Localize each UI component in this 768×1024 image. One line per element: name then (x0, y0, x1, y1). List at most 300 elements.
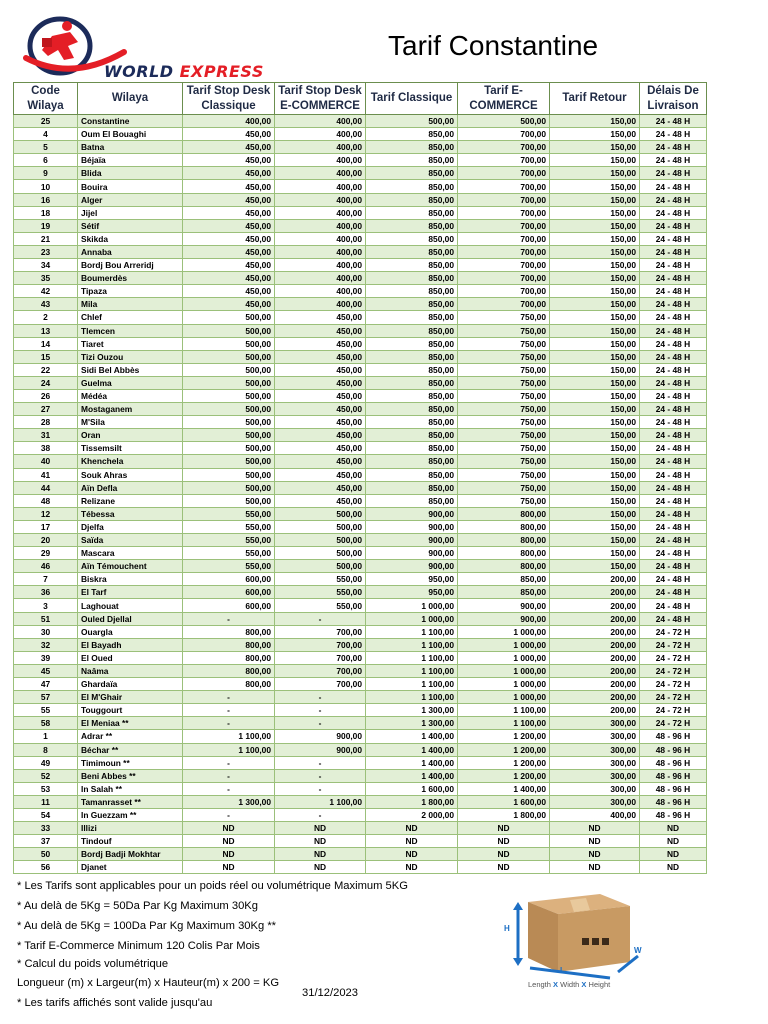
tarif-stop-desk-ecommerce-cell: 400,00 (275, 193, 366, 206)
delais-livraison-cell: 24 - 48 H (640, 337, 707, 350)
table-row (14, 704, 707, 717)
delais-livraison-cell: 48 - 96 H (640, 782, 707, 795)
delais-livraison-cell: 48 - 96 H (640, 808, 707, 821)
tarif-stop-desk-ecommerce-cell: 450,00 (275, 481, 366, 494)
table-row (14, 154, 707, 167)
tarif-retour-cell: 300,00 (550, 743, 640, 756)
delais-livraison-cell: 24 - 48 H (640, 547, 707, 560)
table-row (14, 848, 707, 861)
table-row (14, 638, 707, 651)
delais-livraison-cell: 24 - 48 H (640, 389, 707, 402)
tarif-stop-desk-ecommerce-cell: 450,00 (275, 350, 366, 363)
tarif-ecommerce-cell: 900,00 (458, 599, 550, 612)
tarif-stop-desk-ecommerce-cell: 450,00 (275, 429, 366, 442)
tarif-stop-desk-ecommerce-cell: 450,00 (275, 468, 366, 481)
delais-livraison-cell: 24 - 72 H (640, 691, 707, 704)
tarif-classique-cell: 850,00 (366, 468, 458, 481)
tarif-stop-desk-classique-cell: 600,00 (183, 599, 275, 612)
code-wilaya-cell: 50 (14, 848, 78, 861)
wilaya-name-cell: Illizi (78, 822, 183, 835)
table-row (14, 350, 707, 363)
table-row (14, 272, 707, 285)
wilaya-name-cell: Aïn Defla (78, 481, 183, 494)
tarif-stop-desk-ecommerce-cell: 400,00 (275, 232, 366, 245)
code-wilaya-cell: 27 (14, 403, 78, 416)
tarif-retour-cell: 200,00 (550, 638, 640, 651)
tarif-retour-cell: 300,00 (550, 782, 640, 795)
tarif-stop-desk-classique-cell: 1 100,00 (183, 730, 275, 743)
tarif-retour-cell: 150,00 (550, 311, 640, 324)
code-wilaya-cell: 39 (14, 651, 78, 664)
delais-livraison-cell: 24 - 48 H (640, 573, 707, 586)
table-row (14, 743, 707, 756)
tarif-stop-desk-classique-cell: 500,00 (183, 494, 275, 507)
tarif-stop-desk-classique-cell: 500,00 (183, 324, 275, 337)
tarif-classique-cell: 950,00 (366, 573, 458, 586)
wilaya-name-cell: Djanet (78, 861, 183, 874)
tarif-stop-desk-classique-cell: ND (183, 835, 275, 848)
tarif-retour-cell: 150,00 (550, 416, 640, 429)
wilaya-name-cell: Boumerdès (78, 272, 183, 285)
code-wilaya-cell: 32 (14, 638, 78, 651)
table-row (14, 822, 707, 835)
parcel-box-icon (500, 880, 650, 980)
table-row (14, 534, 707, 547)
tarif-stop-desk-classique-cell: 500,00 (183, 468, 275, 481)
delais-livraison-cell: 24 - 72 H (640, 717, 707, 730)
tarif-stop-desk-classique-cell: 450,00 (183, 206, 275, 219)
tarif-stop-desk-ecommerce-cell: 450,00 (275, 455, 366, 468)
wilaya-name-cell: Sétif (78, 219, 183, 232)
tarif-ecommerce-cell: 900,00 (458, 612, 550, 625)
code-wilaya-cell: 36 (14, 586, 78, 599)
tarif-classique-cell: 850,00 (366, 403, 458, 416)
tarif-ecommerce-cell: 1 000,00 (458, 678, 550, 691)
tarif-stop-desk-ecommerce-cell: 400,00 (275, 128, 366, 141)
tarif-classique-cell: 1 400,00 (366, 743, 458, 756)
code-wilaya-cell: 28 (14, 416, 78, 429)
wilaya-name-cell: In Salah ** (78, 782, 183, 795)
wilaya-name-cell: Skikda (78, 232, 183, 245)
tarif-stop-desk-classique-cell: 450,00 (183, 193, 275, 206)
delais-livraison-cell: 24 - 48 H (640, 350, 707, 363)
tarif-stop-desk-ecommerce-cell: 550,00 (275, 573, 366, 586)
wilaya-name-cell: Blida (78, 167, 183, 180)
code-wilaya-cell: 33 (14, 822, 78, 835)
delais-livraison-cell: 24 - 48 H (640, 612, 707, 625)
footnote: * Tarif E-Commerce Minimum 120 Colis Par Mois (17, 940, 260, 952)
wilaya-name-cell: Tébessa (78, 507, 183, 520)
code-wilaya-cell: 48 (14, 494, 78, 507)
delais-livraison-cell: 24 - 48 H (640, 128, 707, 141)
table-row (14, 651, 707, 664)
table-row (14, 481, 707, 494)
wilaya-name-cell: Mascara (78, 547, 183, 560)
delais-livraison-cell: 24 - 48 H (640, 481, 707, 494)
tarif-retour-cell: 200,00 (550, 651, 640, 664)
tarif-retour-cell: 150,00 (550, 520, 640, 533)
tarif-classique-cell: ND (366, 822, 458, 835)
wilaya-name-cell: Djelfa (78, 520, 183, 533)
tarif-stop-desk-classique-cell: 500,00 (183, 376, 275, 389)
code-wilaya-cell: 3 (14, 599, 78, 612)
tarif-ecommerce-cell: 1 000,00 (458, 651, 550, 664)
tarif-ecommerce-cell: 1 400,00 (458, 782, 550, 795)
delais-livraison-cell: 24 - 48 H (640, 363, 707, 376)
delais-livraison-cell: 24 - 48 H (640, 520, 707, 533)
tarif-retour-cell: ND (550, 822, 640, 835)
tarif-ecommerce-cell: 750,00 (458, 416, 550, 429)
wilaya-name-cell: Ouargla (78, 625, 183, 638)
tarif-ecommerce-cell: 750,00 (458, 403, 550, 416)
tarif-retour-cell: 150,00 (550, 167, 640, 180)
tariff-table (13, 82, 707, 874)
table-row (14, 678, 707, 691)
tarif-ecommerce-cell: 1 000,00 (458, 638, 550, 651)
code-wilaya-cell: 9 (14, 167, 78, 180)
table-row (14, 442, 707, 455)
tarif-classique-cell: ND (366, 861, 458, 874)
brand-name-part2: EXPRESS (179, 62, 264, 81)
wilaya-name-cell: Oum El Bouaghi (78, 128, 183, 141)
tarif-retour-cell: 150,00 (550, 272, 640, 285)
tarif-stop-desk-classique-cell: 500,00 (183, 416, 275, 429)
tarif-retour-cell: 150,00 (550, 232, 640, 245)
wilaya-name-cell: Ouled Djellal (78, 612, 183, 625)
tarif-stop-desk-ecommerce-cell: 500,00 (275, 534, 366, 547)
wilaya-name-cell: Bordj Badji Mokhtar (78, 848, 183, 861)
tarif-stop-desk-classique-cell: 800,00 (183, 664, 275, 677)
code-wilaya-cell: 4 (14, 128, 78, 141)
tarif-retour-cell: 150,00 (550, 206, 640, 219)
tarif-stop-desk-classique-cell: 450,00 (183, 141, 275, 154)
tarif-classique-cell: 1 400,00 (366, 756, 458, 769)
height-label: H (504, 924, 510, 933)
tarif-classique-cell: 900,00 (366, 520, 458, 533)
wilaya-name-cell: Béchar ** (78, 743, 183, 756)
wilaya-name-cell: Chlef (78, 311, 183, 324)
tarif-ecommerce-cell: 1 200,00 (458, 756, 550, 769)
tarif-stop-desk-ecommerce-cell: 700,00 (275, 651, 366, 664)
delais-livraison-cell: 24 - 72 H (640, 664, 707, 677)
wilaya-name-cell: Annaba (78, 245, 183, 258)
wilaya-name-cell: Beni Abbes ** (78, 769, 183, 782)
tarif-retour-cell: 400,00 (550, 808, 640, 821)
tarif-stop-desk-classique-cell: ND (183, 822, 275, 835)
table-row (14, 730, 707, 743)
wilaya-name-cell: Guelma (78, 376, 183, 389)
code-wilaya-cell: 52 (14, 769, 78, 782)
tarif-stop-desk-classique-cell: ND (183, 861, 275, 874)
footnote: Longueur (m) x Largeur(m) x Hauteur(m) x 200 = KG (17, 977, 280, 989)
table-row (14, 507, 707, 520)
tarif-stop-desk-classique-cell: 500,00 (183, 403, 275, 416)
table-row (14, 298, 707, 311)
width-label: W (634, 946, 642, 955)
tarif-ecommerce-cell: 700,00 (458, 232, 550, 245)
wilaya-name-cell: Tizi Ouzou (78, 350, 183, 363)
code-wilaya-cell: 35 (14, 272, 78, 285)
tarif-classique-cell: 850,00 (366, 350, 458, 363)
code-wilaya-cell: 51 (14, 612, 78, 625)
tarif-stop-desk-ecommerce-cell: 900,00 (275, 743, 366, 756)
tarif-ecommerce-cell: 800,00 (458, 560, 550, 573)
code-wilaya-cell: 7 (14, 573, 78, 586)
tarif-classique-cell: 1 100,00 (366, 625, 458, 638)
delais-livraison-cell: 24 - 48 H (640, 115, 707, 128)
length-label: L (560, 966, 565, 975)
tarif-stop-desk-classique-cell: 550,00 (183, 560, 275, 573)
tarif-classique-cell: ND (366, 848, 458, 861)
tarif-classique-cell: 1 800,00 (366, 795, 458, 808)
delais-livraison-cell: 24 - 48 H (640, 442, 707, 455)
tarif-classique-cell: 850,00 (366, 285, 458, 298)
tarif-stop-desk-ecommerce-cell: 450,00 (275, 363, 366, 376)
wilaya-name-cell: Souk Ahras (78, 468, 183, 481)
code-wilaya-cell: 47 (14, 678, 78, 691)
tarif-classique-cell: 850,00 (366, 272, 458, 285)
tarif-stop-desk-ecommerce-cell: 400,00 (275, 298, 366, 311)
code-wilaya-cell: 5 (14, 141, 78, 154)
delais-livraison-cell: 24 - 48 H (640, 455, 707, 468)
tarif-retour-cell: 150,00 (550, 337, 640, 350)
tarif-classique-cell: 1 300,00 (366, 704, 458, 717)
tarif-retour-cell: 200,00 (550, 599, 640, 612)
delais-livraison-cell: ND (640, 848, 707, 861)
tarif-retour-cell: ND (550, 848, 640, 861)
tarif-stop-desk-ecommerce-cell: 400,00 (275, 167, 366, 180)
tarif-classique-cell: 850,00 (366, 389, 458, 402)
table-row (14, 429, 707, 442)
table-row (14, 560, 707, 573)
tarif-stop-desk-classique-cell: 500,00 (183, 337, 275, 350)
tarif-retour-cell: 150,00 (550, 363, 640, 376)
tarif-classique-cell: 850,00 (366, 193, 458, 206)
tarif-ecommerce-cell: 1 800,00 (458, 808, 550, 821)
tarif-stop-desk-ecommerce-cell: ND (275, 848, 366, 861)
wilaya-name-cell: Tiaret (78, 337, 183, 350)
table-row (14, 664, 707, 677)
tarif-ecommerce-cell: 700,00 (458, 272, 550, 285)
tarif-retour-cell: 150,00 (550, 324, 640, 337)
delais-livraison-cell: 24 - 72 H (640, 678, 707, 691)
tarif-ecommerce-cell: 800,00 (458, 507, 550, 520)
tarif-ecommerce-cell: 700,00 (458, 180, 550, 193)
code-wilaya-cell: 31 (14, 429, 78, 442)
code-wilaya-cell: 38 (14, 442, 78, 455)
tarif-stop-desk-classique-cell: 450,00 (183, 232, 275, 245)
tarif-ecommerce-cell: 700,00 (458, 219, 550, 232)
code-wilaya-cell: 41 (14, 468, 78, 481)
wilaya-name-cell: In Guezzam ** (78, 808, 183, 821)
tarif-ecommerce-cell: 1 200,00 (458, 769, 550, 782)
tarif-classique-cell: 850,00 (366, 363, 458, 376)
code-wilaya-cell: 8 (14, 743, 78, 756)
tarif-classique-cell: 500,00 (366, 115, 458, 128)
tarif-ecommerce-cell: 1 000,00 (458, 664, 550, 677)
column-header: Wilaya (78, 83, 183, 115)
wilaya-name-cell: Bouira (78, 180, 183, 193)
tarif-ecommerce-cell: 1 100,00 (458, 717, 550, 730)
wilaya-name-cell: Sidi Bel Abbès (78, 363, 183, 376)
wilaya-name-cell: Tipaza (78, 285, 183, 298)
brand-name (104, 62, 264, 81)
code-wilaya-cell: 20 (14, 534, 78, 547)
table-row (14, 232, 707, 245)
table-row (14, 206, 707, 219)
tarif-stop-desk-classique-cell: - (183, 717, 275, 730)
tarif-retour-cell: 150,00 (550, 298, 640, 311)
wilaya-name-cell: Alger (78, 193, 183, 206)
wilaya-name-cell: Jijel (78, 206, 183, 219)
tarif-stop-desk-ecommerce-cell: 450,00 (275, 311, 366, 324)
table-row (14, 547, 707, 560)
tarif-ecommerce-cell: 700,00 (458, 167, 550, 180)
code-wilaya-cell: 44 (14, 481, 78, 494)
table-row (14, 324, 707, 337)
table-header-row (14, 83, 707, 115)
tarif-stop-desk-classique-cell: - (183, 782, 275, 795)
wilaya-name-cell: Médéa (78, 389, 183, 402)
table-row (14, 808, 707, 821)
tarif-stop-desk-ecommerce-cell: 700,00 (275, 664, 366, 677)
tarif-stop-desk-classique-cell: 1 300,00 (183, 795, 275, 808)
tarif-classique-cell: 1 100,00 (366, 678, 458, 691)
tarif-stop-desk-ecommerce-cell: 400,00 (275, 285, 366, 298)
tarif-classique-cell: ND (366, 835, 458, 848)
delais-livraison-cell: 48 - 96 H (640, 756, 707, 769)
company-logo (12, 12, 262, 80)
tarif-stop-desk-classique-cell: 550,00 (183, 507, 275, 520)
tarif-retour-cell: 150,00 (550, 285, 640, 298)
code-wilaya-cell: 21 (14, 232, 78, 245)
tarif-classique-cell: 1 400,00 (366, 730, 458, 743)
page-title: Tarif Constantine (388, 30, 599, 61)
column-header: Tarif Classique (366, 83, 458, 115)
tarif-retour-cell: 150,00 (550, 468, 640, 481)
tarif-stop-desk-classique-cell: 500,00 (183, 311, 275, 324)
wilaya-name-cell: Béjaïa (78, 154, 183, 167)
code-wilaya-cell: 45 (14, 664, 78, 677)
wilaya-name-cell: Touggourt (78, 704, 183, 717)
tarif-stop-desk-ecommerce-cell: - (275, 612, 366, 625)
tarif-ecommerce-cell: 750,00 (458, 468, 550, 481)
tarif-retour-cell: 150,00 (550, 115, 640, 128)
wilaya-name-cell: Oran (78, 429, 183, 442)
footnote: * Au delà de 5Kg = 50Da Par Kg Maximum 30Kg (17, 900, 258, 912)
delais-livraison-cell: 24 - 48 H (640, 167, 707, 180)
tarif-retour-cell: 150,00 (550, 534, 640, 547)
code-wilaya-cell: 16 (14, 193, 78, 206)
tarif-stop-desk-classique-cell: 500,00 (183, 429, 275, 442)
tarif-ecommerce-cell: 750,00 (458, 429, 550, 442)
tarif-stop-desk-ecommerce-cell: ND (275, 822, 366, 835)
tarif-classique-cell: 850,00 (366, 219, 458, 232)
tarif-ecommerce-cell: 700,00 (458, 206, 550, 219)
code-wilaya-cell: 42 (14, 285, 78, 298)
tarif-classique-cell: 850,00 (366, 141, 458, 154)
delais-livraison-cell: 24 - 48 H (640, 599, 707, 612)
tarif-ecommerce-cell: 700,00 (458, 128, 550, 141)
caption-x: X (581, 980, 587, 989)
tarif-ecommerce-cell: 700,00 (458, 298, 550, 311)
tarif-classique-cell: 1 400,00 (366, 769, 458, 782)
delais-livraison-cell: 24 - 48 H (640, 285, 707, 298)
tarif-ecommerce-cell: 750,00 (458, 389, 550, 402)
code-wilaya-cell: 49 (14, 756, 78, 769)
tarif-stop-desk-classique-cell: 500,00 (183, 350, 275, 363)
delais-livraison-cell: ND (640, 822, 707, 835)
wilaya-name-cell: Laghouat (78, 599, 183, 612)
wilaya-name-cell: El M'Ghair (78, 691, 183, 704)
tarif-ecommerce-cell: 1 000,00 (458, 625, 550, 638)
delais-livraison-cell: 24 - 48 H (640, 324, 707, 337)
tarif-stop-desk-classique-cell: 450,00 (183, 167, 275, 180)
validity-date: 31/12/2023 (302, 987, 358, 999)
table-row (14, 612, 707, 625)
table-row (14, 167, 707, 180)
code-wilaya-cell: 14 (14, 337, 78, 350)
delais-livraison-cell: 24 - 48 H (640, 416, 707, 429)
wilaya-name-cell: Batna (78, 141, 183, 154)
tarif-classique-cell: 850,00 (366, 245, 458, 258)
table-row (14, 416, 707, 429)
tarif-retour-cell: 150,00 (550, 180, 640, 193)
wilaya-name-cell: El Bayadh (78, 638, 183, 651)
tarif-stop-desk-ecommerce-cell: 450,00 (275, 416, 366, 429)
table-row (14, 769, 707, 782)
delais-livraison-cell: 24 - 48 H (640, 311, 707, 324)
tarif-stop-desk-ecommerce-cell: - (275, 691, 366, 704)
tarif-retour-cell: 300,00 (550, 756, 640, 769)
tarif-ecommerce-cell: 1 600,00 (458, 795, 550, 808)
tarif-stop-desk-classique-cell: 600,00 (183, 573, 275, 586)
tarif-retour-cell: 150,00 (550, 141, 640, 154)
tarif-retour-cell: 150,00 (550, 547, 640, 560)
tarif-stop-desk-classique-cell: 450,00 (183, 245, 275, 258)
code-wilaya-cell: 22 (14, 363, 78, 376)
delais-livraison-cell: 24 - 48 H (640, 232, 707, 245)
tarif-classique-cell: 2 000,00 (366, 808, 458, 821)
delais-livraison-cell: 24 - 48 H (640, 180, 707, 193)
tarif-stop-desk-ecommerce-cell: 400,00 (275, 154, 366, 167)
footnote: * Les Tarifs sont applicables pour un poids réel ou volumétrique Maximum 5KG (17, 880, 408, 892)
table-row (14, 861, 707, 874)
tarif-ecommerce-cell: 700,00 (458, 285, 550, 298)
tarif-classique-cell: 1 000,00 (366, 599, 458, 612)
delais-livraison-cell: 48 - 96 H (640, 795, 707, 808)
tarif-stop-desk-classique-cell: - (183, 756, 275, 769)
table-row (14, 468, 707, 481)
table-row (14, 520, 707, 533)
tarif-classique-cell: 850,00 (366, 481, 458, 494)
tarif-stop-desk-classique-cell: 600,00 (183, 586, 275, 599)
tarif-stop-desk-ecommerce-cell: 400,00 (275, 272, 366, 285)
tarif-retour-cell: 150,00 (550, 219, 640, 232)
tarif-ecommerce-cell: ND (458, 861, 550, 874)
tarif-stop-desk-classique-cell: 450,00 (183, 154, 275, 167)
delais-livraison-cell: 24 - 72 H (640, 625, 707, 638)
tarif-stop-desk-ecommerce-cell: 700,00 (275, 678, 366, 691)
tarif-stop-desk-ecommerce-cell: 1 100,00 (275, 795, 366, 808)
tarif-ecommerce-cell: 750,00 (458, 442, 550, 455)
tarif-retour-cell: 200,00 (550, 678, 640, 691)
tarif-retour-cell: 200,00 (550, 625, 640, 638)
tarif-retour-cell: 150,00 (550, 507, 640, 520)
tarif-classique-cell: 850,00 (366, 494, 458, 507)
table-row (14, 259, 707, 272)
tarif-stop-desk-classique-cell: 450,00 (183, 180, 275, 193)
